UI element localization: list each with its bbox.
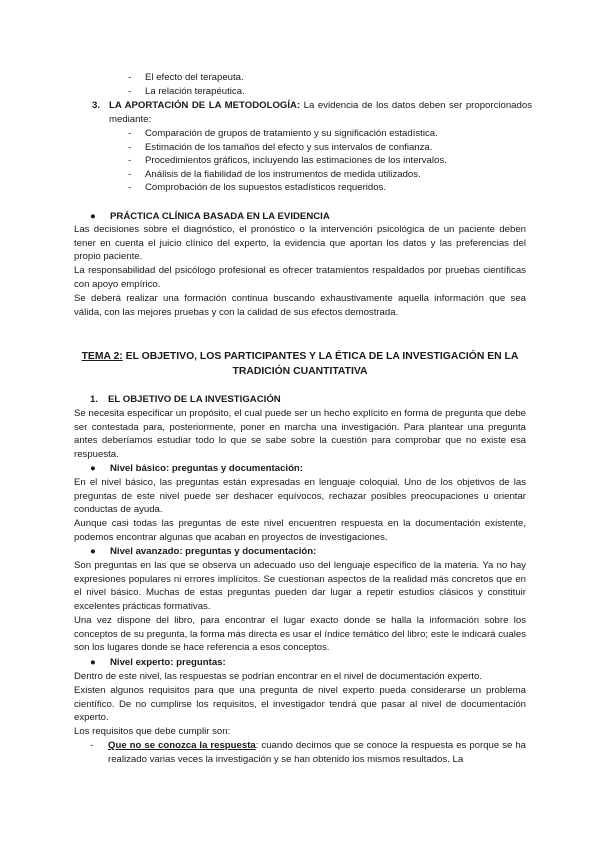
paragraph: Aunque casi todas las preguntas de este nivel encuentren respuesta en la documentación existente, podemos encontrar algunas que acaban en proyectos de investigaciones. <box>74 518 526 543</box>
paragraph: Las decisiones sobre el diagnóstico, el pronóstico o la intervención psicológica de un paciente deben tener en cuenta el juicio clínico del experto, la evidencia que aportan los datos y las preferencias del propio paciente. <box>74 224 526 263</box>
paragraph: Se necesita especificar un propósito, el cual puede ser un hecho explícito en forma de pregunta que debe ser contestada para, posteriormente, poner en marcha una investigación. Para plantear una pregunta antes deberíamos estudiar todo lo que se sabe sobre la cuestión para comprobar que no existe esa respuesta. <box>74 408 526 460</box>
requirement-text: : cuando decimos que se conoce la respuesta es porque se ha realizado varias veces la investigación y se han obtenido los mismos resultados. La <box>108 740 526 765</box>
paragraph: En el nivel básico, las preguntas están expresadas en lenguaje coloquial. Uno de los objetivos de las preguntas de este nivel puede ser deshacer equívocos, rechazar posibles preocupaciones u orientar conductas de ayuda. <box>74 477 526 516</box>
paragraph: Los requisitos que debe cumplir son: <box>74 726 231 737</box>
paragraph: Existen algunos requisitos para que una pregunta de nivel experto pueda considerarse un problema científico. De no cumplirse los requisitos, el investigador tendrá que pasar al nivel de documentación experto. <box>74 685 526 724</box>
paragraph: Se deberá realizar una formación continua buscando exhaustivamente aquella información que sea válida, con las mejores pruebas y con la calidad de sus efectos demostrada. <box>74 293 526 318</box>
page-title <box>74 349 526 379</box>
methodology-item <box>92 99 532 126</box>
paragraph: La responsabilidad del psicólogo profesional es ofrecer tratamientos respaldados por pruebas científicas con apoyo empírico. <box>74 265 526 290</box>
paragraph: Son preguntas en las que se observa un adecuado uso del lenguaje específico de la materia. Ya no hay expresiones populares ni errores implícitos. Se cuestionan aspectos de la realidad más concretos que en el nivel básico. Muchas de estas preguntas pueden dar lugar a repetir estudios clásicos y constituir excelentes prácticas formativas. <box>74 560 526 612</box>
list-item: - Comprobación de los supuestos estadísticos requeridos. <box>128 181 548 195</box>
title-label: TEMA 2: <box>81 351 123 362</box>
list-item: - El efecto del terapeuta. <box>128 71 548 85</box>
title-text: EL OBJETIVO, LOS PARTICIPANTES Y LA ÉTICA DE LA INVESTIGACIÓN EN LA TRADICIÓN CUANTITATIVA <box>125 351 519 377</box>
item-heading: LA APORTACIÓN DE LA METODOLOGÍA: <box>109 100 301 111</box>
list-item: - La relación terapéutica. <box>128 85 548 99</box>
list-item: - Comparación de grupos de tratamiento y su significación estadística. <box>128 127 548 141</box>
requirement-label: Que no se conozca la respuesta <box>108 740 256 751</box>
dash-marker: - <box>90 740 94 751</box>
requirement-item <box>90 739 526 766</box>
bullet-icon: ● <box>90 463 96 474</box>
top-dash-list <box>128 71 548 98</box>
heading-text: PRÁCTICA CLÍNICA BASADA EN LA EVIDENCIA <box>110 211 330 222</box>
section-title: EL OBJETIVO DE LA INVESTIGACIÓN <box>108 394 281 405</box>
section-heading <box>90 393 281 407</box>
practica-heading <box>90 210 330 224</box>
list-item: - Estimación de los tamaños del efecto y sus intervalos de confianza. <box>128 141 548 155</box>
bullet-icon: ● <box>90 657 96 668</box>
advanced-level-heading <box>90 545 316 559</box>
heading-text: Nivel avanzado: preguntas y documentación: <box>110 546 317 557</box>
bullet-icon: ● <box>90 211 96 222</box>
paragraph: Una vez dispone del libro, para encontrar el lugar exacto donde se halla la información sobre los conceptos de su pregunta, la forma más directa es usar el índice temático del libro; este le indicará cuales son los lugares donde se hace referencia a esos conceptos. <box>74 615 526 654</box>
bullet-icon: ● <box>90 546 96 557</box>
heading-text: Nivel básico: preguntas y documentación: <box>110 463 303 474</box>
heading-text: Nivel experto: preguntas: <box>110 657 226 668</box>
paragraph: Dentro de este nivel, las respuestas se podrían encontrar en el nivel de documentación experto. <box>74 671 482 682</box>
list-item: - Análisis de la fiabilidad de los instrumentos de medida utilizados. <box>128 168 548 182</box>
methodology-list <box>128 127 548 195</box>
item-text: La evidencia de los datos deben ser proporcionados mediante: <box>109 100 532 125</box>
section-number: 1. <box>90 394 99 405</box>
list-item: - Procedimientos gráficos, incluyendo las estimaciones de los intervalos. <box>128 154 548 168</box>
expert-level-heading <box>90 656 226 670</box>
basic-level-heading <box>90 462 303 476</box>
item-number: 3. <box>92 100 101 111</box>
